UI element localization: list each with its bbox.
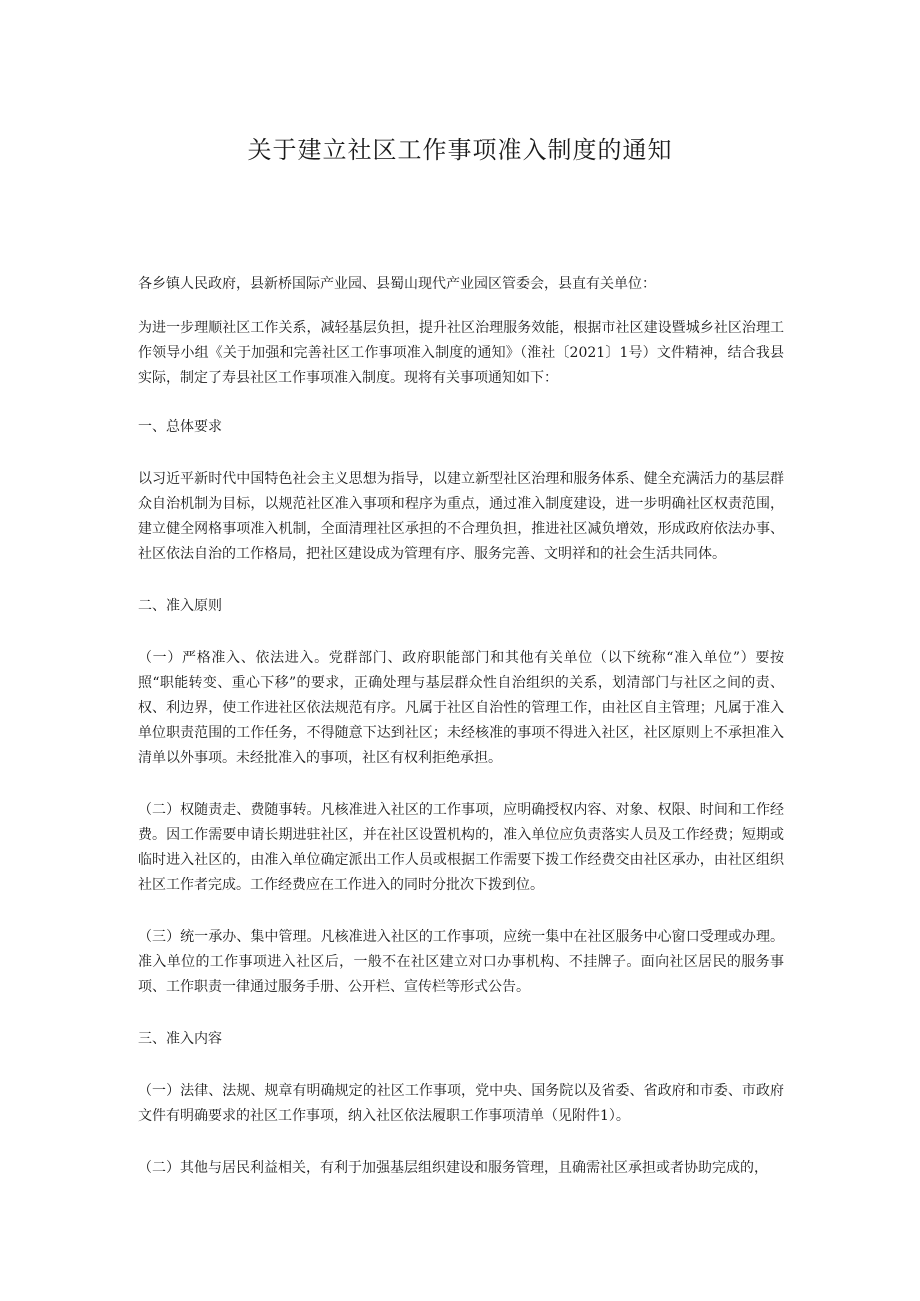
section3-paragraph-1: （一）法律、法规、规章有明确规定的社区工作事项，党中央、国务院以及省委、省政府和市委、市政府文件有明确要求的社区工作事项，纳入社区依法履职工作事项清单（见附件1）。 <box>138 1083 784 1124</box>
section2-paragraph-3: （三）统一承办、集中管理。凡核准进入社区的工作事项，应统一集中在社区服务中心窗口受理或办理。准入单位的工作事项进入社区后，一般不在社区建立对口办事机构、不挂牌子。面向社区居民的服务事项、工作职责一律通过服务手册、公开栏、宣传栏等形式公告。 <box>138 929 784 995</box>
section3-heading: 三、准入内容 <box>138 1031 222 1047</box>
addressee: 各乡镇人民政府，县新桥国际产业园、县蜀山现代产业园区管委会，县直有关单位： <box>138 276 656 292</box>
section1-heading: 一、总体要求 <box>138 419 222 435</box>
section2-paragraph-1: （一）严格准入、依法进入。党群部门、政府职能部门和其他有关单位（以下统称“准入单位”）要按照“职能转变、重心下移”的要求，正确处理与基层群众性自治组织的关系，划清部门与社区之间的责、权、利边界，使工作进社区依法规范有序。凡属于社区自治性的管理工作，由社区自主管理；凡属于准入单位职责范围的工作任务，不得随意下达到社区；未经核准的事项不得进入社区，社区原则上不承担准入清单以外事项。未经批准入的事项，社区有权利拒绝承担。 <box>138 650 784 766</box>
document-title: 关于建立社区工作事项准入制度的通知 <box>247 136 673 164</box>
section1-paragraph: 以习近平新时代中国特色社会主义思想为指导，以建立新型社区治理和服务体系、健全充满活力的基层群众自治机制为目标，以规范社区准入事项和程序为重点，通过准入制度建设，进一步明确社区权责范围，建立健全网格事项准入机制，全面清理社区承担的不合理负担，推进社区减负增效，形成政府依法办事、社区依法自治的工作格局，把社区建设成为管理有序、服务完善、文明祥和的社会生活共同体。 <box>138 471 784 562</box>
section2-heading: 二、准入原则 <box>138 598 222 614</box>
document-body <box>138 272 784 1181</box>
section2-paragraph-2: （二）权随责走、费随事转。凡核准进入社区的工作事项，应明确授权内容、对象、权限、时间和工作经费。因工作需要申请长期进驻社区，并在社区设置机构的，准入单位应负责落实人员及工作经费；短期或临时进入社区的，由准入单位确定派出工作人员或根据工作需要下拨工作经费交由社区承办，由社区组织社区工作者完成。工作经费应在工作进入的同时分批次下拨到位。 <box>138 802 784 893</box>
intro-paragraph: 为进一步理顺社区工作关系，减轻基层负担，提升社区治理服务效能，根据市社区建设暨城乡社区治理工作领导小组《关于加强和完善社区工作事项准入制度的通知》（淮社〔2021〕1号）文件精神，结合我县实际，制定了寿县社区工作事项准入制度。现将有关事项通知如下： <box>138 320 784 386</box>
section3-paragraph-2: （二）其他与居民利益相关，有利于加强基层组织建设和服务管理，且确需社区承担或者协助完成的， <box>138 1160 768 1176</box>
